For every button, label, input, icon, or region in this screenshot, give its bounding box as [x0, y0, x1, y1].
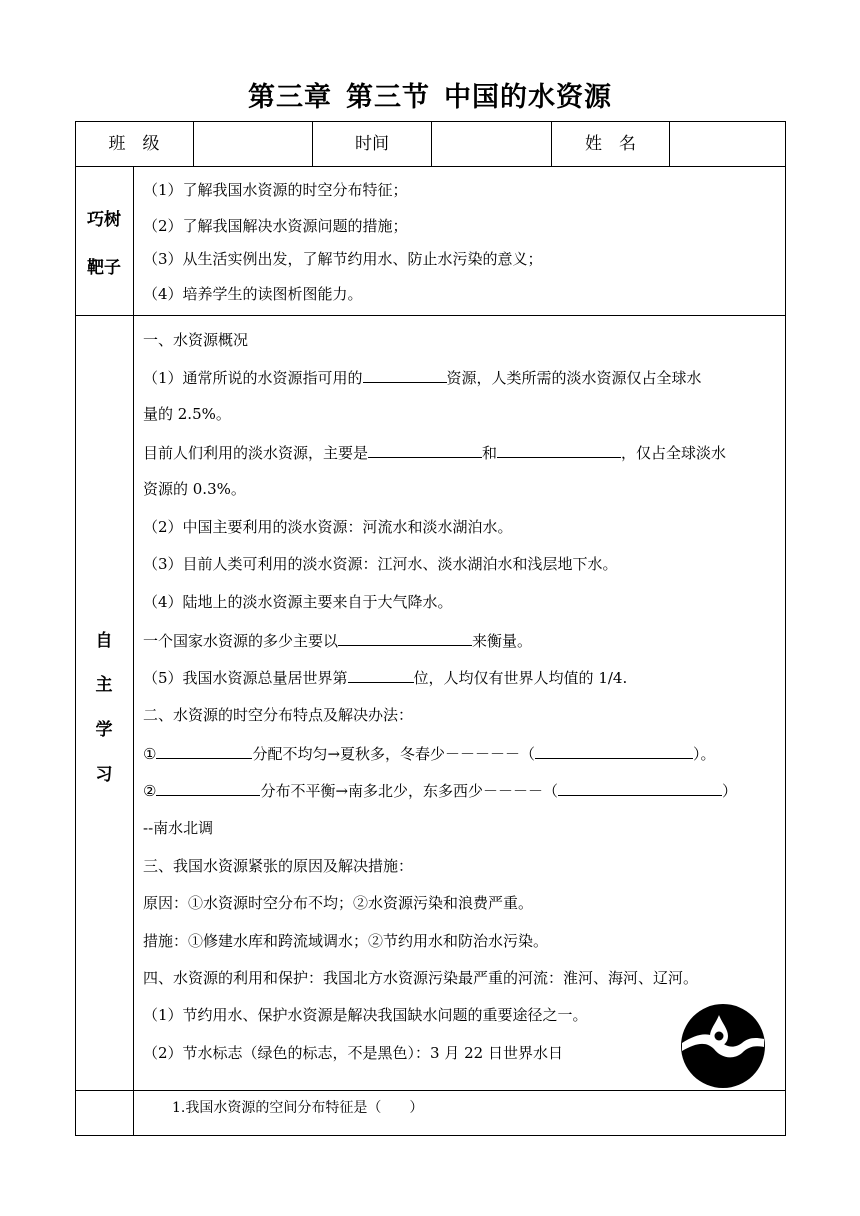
fill-blank[interactable] — [156, 779, 260, 796]
class-label: 班 级 — [108, 134, 160, 154]
section-heading: 四、水资源的利用和保护：我国北方水资源污染最严重的河流：淮河、海河、辽河。 — [143, 969, 699, 987]
self-study-side-char: 习 — [95, 765, 113, 785]
text-line: （2）节水标志（绿色的标志，不是黑色）：3 月 22 日世界水日 — [143, 1044, 563, 1062]
text-line: （1）通常所说的水资源指可用的 资源，人类所需的淡水资源仅占全球水 — [143, 366, 702, 389]
objective-item: （4）培养学生的读图析图能力。 — [143, 285, 363, 303]
fill-blank[interactable] — [368, 441, 482, 458]
text-line: （2）中国主要利用的淡水资源：河流水和淡水湖泊水。 — [143, 518, 513, 536]
objectives-side-label-1: 巧树 — [87, 210, 121, 230]
time-field[interactable] — [432, 122, 551, 166]
time-label: 时间 — [355, 134, 389, 154]
text-line: 量的 2.5%。 — [143, 405, 231, 423]
title-chapter: 第三章 — [248, 82, 332, 113]
self-study-side-char: 主 — [95, 675, 113, 695]
title-topic: 中国的水资源 — [444, 82, 612, 113]
exercise-question: 1.我国水资源的空间分布特征是（ ） — [172, 1100, 424, 1116]
name-label: 姓 名 — [585, 134, 636, 154]
section-heading: 三、我国水资源紧张的原因及解决措施： — [143, 857, 414, 875]
objective-item: （3）从生活实例出发，了解节约用水、防止水污染的意义； — [143, 250, 543, 268]
fill-blank[interactable] — [338, 629, 472, 646]
class-field[interactable] — [194, 122, 312, 166]
section-heading: 一、水资源概况 — [143, 331, 249, 349]
fill-blank[interactable] — [348, 666, 414, 683]
text-line: ① 分配不均匀→夏秋多，冬春少－－－－－（ ）。 — [143, 742, 716, 765]
text-line: 目前人们利用的淡水资源，主要是 和 ，仅占全球淡水 — [143, 441, 726, 464]
section-heading: 二、水资源的时空分布特点及解决办法： — [143, 706, 414, 724]
fill-blank[interactable] — [535, 742, 693, 759]
text-line: （4）陆地上的淡水资源主要来自于大气降水。 — [143, 593, 453, 611]
text-line: 一个国家水资源的多少主要以 来衡量。 — [143, 629, 532, 652]
text-line: （5）我国水资源总量居世界第 位，人均仅有世界人均值的 1/4. — [143, 666, 627, 689]
text-line: --南水北调 — [143, 819, 214, 837]
text-line: 原因：①水资源时空分布不均；②水资源污染和浪费严重。 — [143, 894, 534, 912]
fill-blank[interactable] — [363, 366, 447, 383]
text-line: （3）目前人类可利用的淡水资源：江河水、淡水湖泊水和浅层地下水。 — [143, 555, 618, 573]
text-line: 措施：①修建水库和跨流域调水；②节约用水和防治水污染。 — [143, 932, 549, 950]
name-field[interactable] — [670, 122, 785, 166]
objectives-side-label-2: 靶子 — [87, 258, 121, 278]
text-line: 资源的 0.3%。 — [143, 480, 246, 498]
title-section: 第三节 — [346, 82, 430, 113]
objective-item: （2）了解我国解决水资源问题的措施； — [143, 217, 408, 235]
fill-blank[interactable] — [558, 779, 722, 796]
fill-blank[interactable] — [497, 441, 621, 458]
text-line: （1）节约用水、保护水资源是解决我国缺水问题的重要途径之一。 — [143, 1006, 588, 1024]
water-saving-logo-icon — [680, 1003, 766, 1089]
fill-blank[interactable] — [156, 742, 252, 759]
text-line: ② 分布不平衡→南多北少，东多西少－－－－（ ） — [143, 779, 737, 802]
self-study-side-char: 自 — [95, 631, 113, 651]
self-study-side-char: 学 — [95, 720, 113, 740]
objective-item: （1）了解我国水资源的时空分布特征； — [143, 181, 408, 199]
